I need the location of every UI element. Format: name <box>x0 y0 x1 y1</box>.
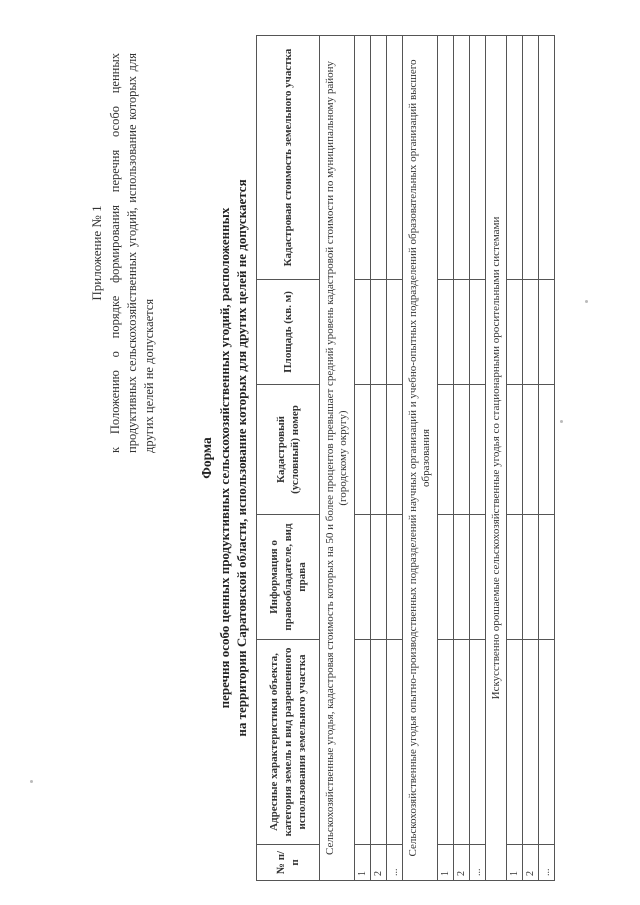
row-number: 2 <box>523 845 539 881</box>
table-row <box>507 36 523 881</box>
col-cadastral-value-header: Кадастровая стоимость земельного участка <box>257 36 320 280</box>
table-cell <box>387 515 403 640</box>
table-cell <box>355 385 371 515</box>
col-cadastral-number-header: Кадастровый (условный) номер <box>257 385 320 515</box>
table-row <box>355 36 371 881</box>
group-title-1: Сельскохозяйственные угодья, кадастровая стоимость которых на 50 и более процентов превышает средний уровень кадастровой стоимости по муниципальному району (городскому округу) <box>320 36 355 881</box>
row-number: 1 <box>438 845 454 881</box>
table-cell <box>539 515 555 640</box>
appendix-text: к Положению о порядке формирования перечня особо ценных продуктивных сельскохозяйственных угодий, использование которых для других целей не допускается <box>108 53 156 453</box>
table-cell <box>523 385 539 515</box>
group-row <box>403 36 438 881</box>
table-cell <box>507 515 523 640</box>
scan-speck <box>560 420 563 423</box>
table-row <box>387 36 403 881</box>
table-cell <box>523 36 539 280</box>
heading-line-1: перечня особо ценных продуктивных сельскохозяйственных угодий, расположенных <box>217 207 232 709</box>
row-number: ... <box>539 845 555 881</box>
table-cell <box>371 385 387 515</box>
table-cell <box>539 640 555 845</box>
group-title-2: Сельскохозяйственные угодья опытно-производственных подразделений научных организаций и учебно-опытных подразделений образовательных организаций высшего образования <box>403 36 438 881</box>
row-number: 2 <box>454 845 470 881</box>
table-cell <box>507 36 523 280</box>
table-cell <box>523 515 539 640</box>
table-cell <box>438 385 454 515</box>
table-cell <box>454 515 470 640</box>
table-cell <box>507 280 523 385</box>
land-list-table <box>256 35 555 881</box>
table-cell <box>454 385 470 515</box>
table-cell <box>454 280 470 385</box>
table-cell <box>454 640 470 845</box>
group-row <box>320 36 355 881</box>
table-row <box>523 36 539 881</box>
table-cell <box>470 515 486 640</box>
table-cell <box>438 36 454 280</box>
row-number: ... <box>470 845 486 881</box>
document-heading <box>198 178 250 738</box>
table-cell <box>355 36 371 280</box>
table-cell <box>470 640 486 845</box>
document-page <box>18 28 618 888</box>
table-cell <box>387 36 403 280</box>
table-cell <box>470 385 486 515</box>
table-row <box>438 36 454 881</box>
table-cell <box>387 385 403 515</box>
table-cell <box>355 640 371 845</box>
col-owner-header: Информация о правообладателе, вид права <box>257 515 320 640</box>
table-row <box>470 36 486 881</box>
table-cell <box>371 280 387 385</box>
table-cell <box>539 385 555 515</box>
form-label: Форма <box>199 437 214 479</box>
table-cell <box>523 280 539 385</box>
col-address-header: Адресные характеристики объекта, категория земель и вид разрешенного использования земельного участка <box>257 640 320 845</box>
row-number: ... <box>387 845 403 881</box>
scan-speck <box>30 780 33 783</box>
table-cell <box>371 515 387 640</box>
row-number: 2 <box>371 845 387 881</box>
table-cell <box>539 280 555 385</box>
table-cell <box>355 515 371 640</box>
table-cell <box>387 640 403 845</box>
table-row <box>371 36 387 881</box>
table-cell <box>507 640 523 845</box>
heading-line-2: на территории Саратовской области, использование которых для других целей не допускается <box>234 179 249 737</box>
row-number: 1 <box>507 845 523 881</box>
table-cell <box>355 280 371 385</box>
group-row <box>486 36 507 881</box>
table-cell <box>539 36 555 280</box>
row-number: 1 <box>355 845 371 881</box>
col-area-header: Площадь (кв. м) <box>257 280 320 385</box>
table-cell <box>523 640 539 845</box>
table-cell <box>438 515 454 640</box>
appendix-block <box>88 53 158 453</box>
table-row <box>454 36 470 881</box>
table-cell <box>470 280 486 385</box>
table-cell <box>454 36 470 280</box>
table-cell <box>438 280 454 385</box>
table-cell <box>371 36 387 280</box>
table-cell <box>371 640 387 845</box>
table-header-row <box>257 36 320 881</box>
table-cell <box>387 280 403 385</box>
col-number-header: № п/п <box>257 845 320 881</box>
table-cell <box>470 36 486 280</box>
group-title-3: Искусственно орошаемые сельскохозяйственные угодья со стационарными оросительными системами <box>486 36 507 881</box>
scan-speck <box>585 300 588 303</box>
table-row <box>539 36 555 881</box>
table-cell <box>507 385 523 515</box>
table-cell <box>438 640 454 845</box>
appendix-title: Приложение № 1 <box>89 205 104 301</box>
